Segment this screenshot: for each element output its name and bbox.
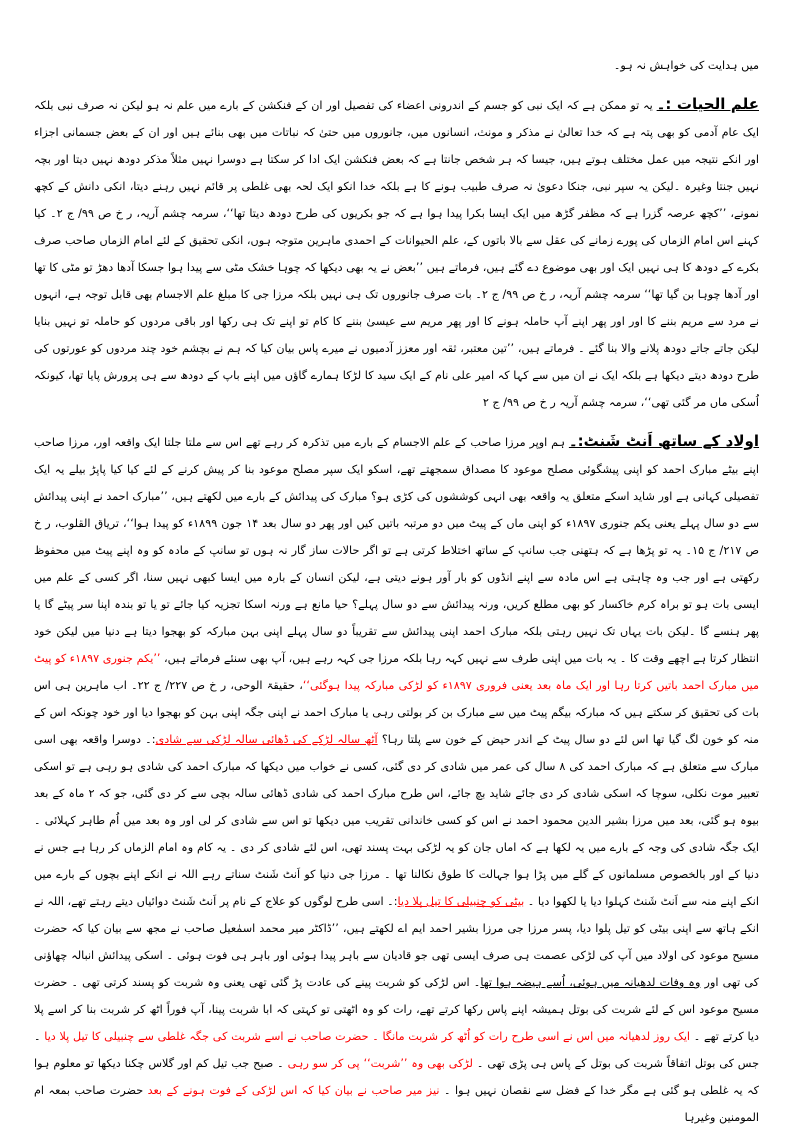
text-segment: ۔ جس کی بوتل اتفاقاً شربت کی بوتل کے پاس ہی پڑی تھی ۔ bbox=[34, 1030, 759, 1070]
section-heading: علم الحیات :۔ bbox=[656, 95, 759, 113]
intro-line: میں ہدایت کی خواہش نہ ہو۔ bbox=[613, 59, 759, 72]
highlighted-quote: ایک روز لدھیانہ میں اس نے اسی طرح رات کو اُٹھ کر شربت مانگا ۔ حضرت صاحب نے اسے شربت کی جگہ غلطی سے چنبیلی کا تیل پلا دیا bbox=[44, 1030, 691, 1043]
section-body bbox=[34, 436, 759, 1124]
section-aulad-ant-shant bbox=[34, 428, 759, 1131]
text-segment: حضرت صاحب بمعہ ام المومنین وغیرہا bbox=[34, 1084, 759, 1124]
document-page bbox=[34, 52, 759, 1143]
text-segment: :۔ اسی طرح لوگوں کو علاج کے نام پر اَنٹ شَنٹ دوائیاں دیتے رہتے تھے، اللہ نے انکے ہاتھ سے اپنی بیٹی کو تیل پلوا دیا، پسر مرزا جی مرزا بشیر احمد ایم اے لکھتے ہیں، ’’ڈاکٹر میر محمد اسمٰعیل صاحب نے مجھ سے بیان کیا کہ حضرت مسیح موعود کی اولاد میں آپ کی لڑکی عصمت ہی صرف ایسی تھی جو قادیان سے باہر پیدا ہوئی اور باہر ہی فوت ہوئی ۔ اسکی پیدائش انبالہ چھاؤنی کی تھی اور bbox=[34, 895, 760, 989]
section-body: یہ تو ممکن ہے کہ ایک نبی کو جسم کے اندرونی اعضاء کی تفصیل اور ان کے فنکشن کے بارے میں علم نہ ہو لیکن نہ صرف نبی بلکہ ایک عام آدمی کو بھی پتہ ہے کہ خدا تعالیٰ نے مذکر و مونث، انسانوں میں، جانوروں میں حتیٰ کہ نباتات میں بھی بنائے ہیں اور ان کے بعض جسمانی اجزاء اور انکے نتیجہ میں عمل مختلف ہوتے ہیں، جیسا کہ ہر شخص جانتا ہے کہ بعض فنکشن ایک ادا کر سکتا ہے دوسرا نہیں مثلاً مذکر دودھ نہیں دیتا اور بچہ نہیں جنتا وغیرہ ۔لیکن یہ سپر نبی، جنکا دعویٰ نہ صرف طبیب ہونے کا ہے بلکہ خدا انکو ایک لحہ بھی غلطی پر قائم نہیں رہنے دیتا، انکی دانش کے کچھ نمونے، ’’کچھ عرصہ گزرا ہے کہ مظفر گڑھ میں ایک ایسا بکرا پیدا ہوا ہے کہ جو بکریوں کی طرح دودھ دیتا تھا‘‘، سرمہ چشم آریہ، ر خ ص ۹۹/ ج ۲۔ کیا کہنے اس امام الزماں کی پورے زمانے کی عقل سے بالا باتوں کے، علم الحیوانات کے احمدی ماہرین متوجہ ہوں، انکی تحقیق کے لئے امام الزماں صاحب صرف بکرے کے دودھ کا ہی نہیں ایک اور بھی موضوع دے گئے ہیں، فرماتے ہیں ’’بعض نے یہ بھی دیکھا کہ چوہا خشک مٹی سے پیدا ہوا جسکا آدھا دھڑ تو مٹی کا تھا اور آدھا چوہا بن گیا تھا‘‘ سرمہ چشم آریہ، ر خ ص ۹۹/ ج ۲۔ بات صرف جانوروں تک ہی نہیں بلکہ مرزا جی کا مبلغ علم الاجسام بھی قابل توجہ ہے، انہوں نے مرد سے مریم بننے کا اور اور پھر اپنے آپ حاملہ ہونے کا اور پھر مریم سے عیسیٰ بننے کا کام تو اپنے تک ہی رکھا اور باقی مردوں کو حاملہ تو نہیں بنایا لیکن جاتے جاتے دودھ پلانے والا بنا گئے ۔ فرماتے ہیں، ’’تین معتبر، ثقہ اور معزز آدمیوں نے میرے پاس بیان کیا کہ ہم نے بچشم خود چند مردوں کو عورتوں کی طرح دودھ دیتے دیکھا ہے بلکہ ایک نے ان میں سے کہا کہ امیر علی نام کے ایک سید کا لڑکا ہمارے گاؤں میں اپنے باپ کے دودھ سے ہی پرورش پایا تھا، کیونکہ اُسکی ماں مر گئی تھی‘‘، سرمہ چشم آریہ ر خ ص ۹۹/ ج ۲ bbox=[34, 99, 759, 409]
text-segment: ۔ صبح جب تیل کم اور گلاس چکنا دیکھا تو معلوم ہوا کہ یہ غلطی ہو گئی ہے مگر خدا کے فضل سے نقصان نہیں ہوا ۔ bbox=[34, 1057, 759, 1097]
underlined-text: وہ وفات لدھیانہ میں ہوئی، اُسے ہیضہ ہوا تھا bbox=[480, 976, 701, 989]
highlighted-quote: نیز میر صاحب نے بیان کیا کہ اس لڑکی کے فوت ہونے کے بعد bbox=[147, 1084, 440, 1097]
highlighted-quote: ’’یکم جنوری ۱۸۹۷ء کو پیٹ میں مبارک احمد باتیں کرتا رہا اور ایک ماہ بعد یعنی فروری ۱۸۹۷ء کو لڑکی مبارکہ پیدا ہوگئی‘‘ bbox=[34, 652, 759, 692]
text-segment: ۔ اس لڑکی کو شربت پینے کی عادت پڑ گئی تھی یعنی وہ شربت کو پسند کرتی تھی ۔ حضرت مسیح موعود اس کے لئے شربت کی بوتل ہمیشہ اپنے پاس رکھا کرتے تھے، رات کو وہ اٹھتی تو کہتی کہ ابا شربت پینا، آپ فوراً اٹھ کر شربت بنا کر اسے پلا دیا کرتے تھے ۔ bbox=[34, 976, 759, 1043]
section-ilm-ul-hayat bbox=[34, 91, 759, 416]
text-segment: ہم اوپر مرزا صاحب کے علم الاجسام کے بارے میں تذکرہ کر رہے تھے اس سے ملتا جلتا ایک واقعہ اور، مرزا صاحب اپنے بیٹے مبارک احمد کو اپنی پیشگوئی مصلح موعود کا مصداق سمجھتے تھے، اسکو ایک سپر مصلح موعود بنا کر پیش کرنے کے لئے کیا کیا پاپڑ بیلے یہ ایک تفصیلی کہانی ہے اور شاید اسکے متعلق یہ واقعہ بھی انہی کوششوں کی کڑی ہو؟ مبارک کی پیدائش کے بارے میں لکھتے ہیں، ’’مبارک احمد نے اپنی پیدائش سے دو سال پہلے یعنی یکم جنوری ۱۸۹۷ء کو اپنی ماں کے پیٹ میں دو مرتبہ باتیں کیں اور پھر دو سال بعد ۱۴ جون ۱۸۹۹ء کو پیدا ہوا‘‘، تریاق القلوب، ر خ ص ۲۱۷/ ج ۱۵۔ یہ تو پڑھا ہے کہ ہتھنی جب سانپ کے ساتھ اختلاط کرتی ہے تو اگر حالات ساز گار نہ ہوں تو سانپ کے مادہ کو وہ اپنے پیٹ میں محفوظ رکھتی ہے اور جب وہ چاہتی ہے اس مادہ سے اپنے انڈوں کو بار آور ہونے دیتی ہے، لیکن انسان کے بارہ میں ایسا کبھی نہیں سنا، اگر کسی کے علم میں ایسی بات ہو تو براہ کرم خاکسار کو بھی مطلع کریں، ورنہ پیدائش سے دو سال پہلے؟ حیا مانع ہے ورنہ اسکا تجزیہ کیا جائے تو یا تو بندہ اپنا سر پیٹے گا یا پھر ہنسے گا ۔لیکن بات یہاں تک نہیں رہتی بلکہ مبارک احمد اپنی پیدائش سے تقریباً دو سال پہلے اپنی بہن مبارکہ کو بھجوا دیتا ہے دنیا میں لیکن خود انتظار کرتا ہے اچھے وقت کا ۔ یہ بات میں اپنی طرف سے نہیں کہہ رہا بلکہ مرزا جی کہہ رہے ہیں، آپ بھی سنئے فرماتے ہیں، bbox=[34, 436, 759, 665]
section-heading: اولاد کے ساتھ اَنٹ شَنٹ:۔ bbox=[568, 432, 760, 450]
highlighted-subheading: آٹھ سالہ لڑکے کی ڈھائی سالہ لڑکی سے شادی bbox=[155, 733, 378, 746]
text-segment: ، حقیقۃ الوحی، ر خ ص ۲۲۷/ ج ۲۲۔ اب ماہرین ہی اس بات کی تحقیق کر سکتے ہیں کہ مبارکہ بیگم پیٹ میں سے مبارک بن کر بولتی رہی یا مبارک احمد نے اپنی جگہ اپنی بہن کو بھجوا دیا اور خود چونکہ اس کے منہ کو خون لگ گیا تھا اس لئے دو سال پیٹ کے اندر حیض کے خون سے پلتا رہا؟ bbox=[34, 679, 759, 746]
text-segment: :۔ دوسرا واقعہ بھی اسی مبارک سے متعلق ہے کہ مبارک احمد کی ۸ سال کی عمر میں شادی کر دی گئی، کسی نے خواب میں دیکھا کہ مبارک احمد کی شادی ہو رہی ہے تو اسکی تعبیر موت نکلی، سوچا کہ اسکی شادی کر دی جائے شاید بچ جائے، اس طرح مبارک احمد کی شادی ڈھائی سالہ بچی سے کر دی گئی، جو کہ ۲ ماہ کے بعد بیوہ ہو گئی، بعد میں مرزا بشیر الدین محمود احمد نے اس کو کسی خاندانی تقریب میں دیکھا تو اس سے شادی کر لی اور وہ بعد میں اُم طاہر کہلائی ۔ ایک جگہ شادی کی وجہ کے بارے میں یہ لکھا ہے کہ اماں جان کو یہ لڑکی بہت پسند تھی، اس لئے شادی کر دی ۔ یہ کام وہ امام الزماں کر رہا ہے جس نے دنیا کے اور بالخصوص مسلمانوں کے گلے میں پڑا ہوا جہالت کا طوق نکالنا تھا ۔ مرزا جی دنیا کو اَنٹ شَنٹ سناتے رہے اللہ نے انکے اپنے بچوں کے بارے میں انکے اپنے منہ سے اَنٹ شَنٹ کہلوا دیا یا لکھوا دیا ۔ bbox=[34, 733, 760, 908]
highlighted-subheading: بیٹی کو چنبیلی کا تیل پلا دیا bbox=[397, 895, 525, 908]
highlighted-quote: لڑکی بھی وہ ’’شربت‘‘ پی کر سو رہی bbox=[287, 1057, 473, 1070]
